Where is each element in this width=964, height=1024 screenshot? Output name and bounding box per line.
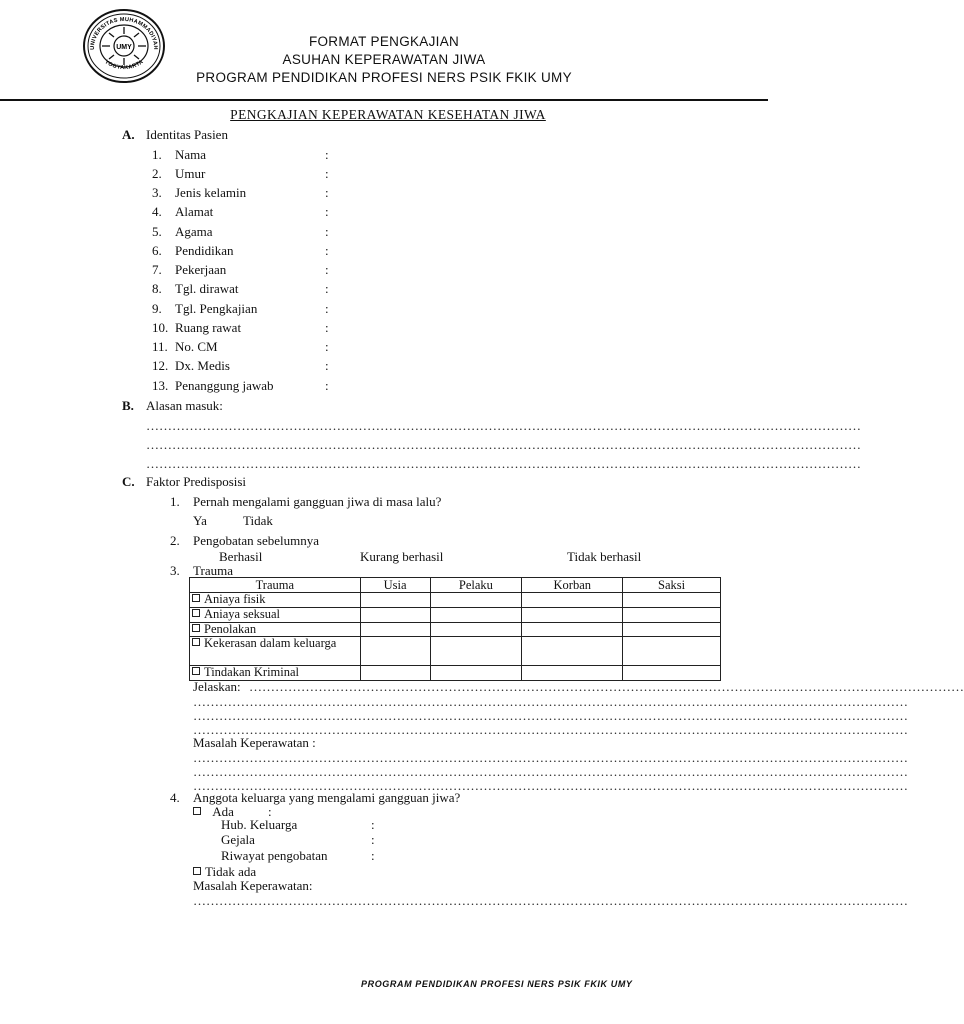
identity-item-number: 12. (152, 358, 169, 373)
q4-number: 4. (170, 790, 180, 805)
section-b-title: Alasan masuk: (146, 398, 223, 413)
trauma-type-cell (190, 608, 361, 623)
logo-text-bottom: YOGYAKARTA (103, 59, 145, 72)
trauma-table-row (190, 593, 721, 608)
identity-item-value-field[interactable]: : (325, 147, 329, 162)
trauma-table (189, 577, 721, 681)
q4-field-colon: : (371, 848, 375, 863)
checkbox-icon[interactable] (192, 594, 200, 602)
header-line-1: FORMAT PENGKAJIAN (308, 34, 460, 49)
identity-item-label: Nama (175, 147, 207, 162)
section-b-letter: B. (122, 398, 134, 413)
identity-item-number: 4. (152, 204, 162, 219)
identity-item-number: 9. (152, 301, 162, 316)
q1-number: 1. (170, 494, 180, 509)
identity-item-value-field[interactable]: : (325, 378, 329, 393)
trauma-input-cell[interactable] (430, 608, 522, 623)
identity-item-value-field[interactable]: : (325, 204, 329, 219)
trauma-input-cell[interactable] (430, 637, 522, 666)
trauma-table-row (190, 608, 721, 623)
dot-line[interactable]: ………………………………………………………………………………………………………………………………………………… (193, 764, 908, 779)
trauma-type-cell (190, 637, 361, 666)
q4-masalah-label: Masalah Keperawatan: (193, 878, 313, 893)
checkbox-icon[interactable] (192, 624, 200, 632)
trauma-header-cell: Korban (522, 578, 623, 593)
section-a-letter: A. (122, 127, 135, 142)
trauma-input-cell[interactable] (623, 637, 721, 666)
trauma-input-cell[interactable] (623, 608, 721, 623)
identity-item-label: Tgl. dirawat (175, 281, 239, 296)
q2-number: 2. (170, 533, 180, 548)
identity-item-number: 10. (152, 320, 169, 335)
identity-item-number: 6. (152, 243, 162, 258)
trauma-type-label: Tindakan Kriminal (204, 665, 300, 679)
identity-item-number: 1. (152, 147, 162, 162)
identity-item-label: Agama (175, 224, 213, 239)
trauma-type-cell (190, 623, 361, 637)
trauma-type-label: Aniaya fisik (204, 592, 266, 606)
identity-item-number: 8. (152, 281, 162, 296)
trauma-input-cell[interactable] (623, 593, 721, 608)
identity-item-value-field[interactable]: : (325, 185, 329, 200)
identity-item-label: Ruang rawat (175, 320, 242, 335)
identity-item-label: Alamat (175, 204, 214, 219)
q4-tidak-ada-label: Tidak ada (205, 864, 257, 879)
identity-item-value-field[interactable]: : (325, 243, 329, 258)
dot-line[interactable]: ………………………………………………………………………………………………………………………………………………… (193, 778, 908, 793)
section-a-title: Identitas Pasien (146, 127, 228, 142)
trauma-input-cell[interactable] (430, 593, 522, 608)
identity-item-number: 11. (152, 339, 168, 354)
trauma-input-cell[interactable] (522, 593, 623, 608)
q1-option-ya[interactable]: Ya (193, 513, 207, 528)
q4-ada-colon: : (268, 804, 272, 819)
q4-field-label: Riwayat pengobatan (221, 848, 328, 863)
dot-line[interactable]: ………………………………………………………………………………………………………………………………………………… (249, 679, 964, 694)
identity-item-label: Pekerjaan (175, 262, 227, 277)
trauma-header-cell: Saksi (623, 578, 721, 593)
checkbox-icon[interactable] (193, 867, 201, 875)
header-divider (0, 99, 768, 101)
identity-item-value-field[interactable]: : (325, 166, 329, 181)
q3-text: Trauma (193, 563, 233, 578)
trauma-type-label: Penolakan (204, 622, 257, 636)
jelaskan-label: Jelaskan: (193, 679, 241, 694)
identity-item-value-field[interactable]: : (325, 281, 329, 296)
identity-item-value-field[interactable]: : (325, 339, 329, 354)
q3-number: 3. (170, 563, 180, 578)
q4-ada-label: Ada (212, 804, 234, 819)
trauma-input-cell[interactable] (360, 637, 430, 666)
checkbox-icon[interactable] (192, 638, 200, 646)
identity-item-value-field[interactable]: : (325, 358, 329, 373)
trauma-input-cell[interactable] (360, 623, 430, 637)
q2-option-berhasil[interactable]: Berhasil (219, 549, 263, 564)
identity-item-number: 2. (152, 166, 162, 181)
dot-line[interactable]: ………………………………………………………………………………………………………………………………………………… (146, 456, 861, 471)
q1-text: Pernah mengalami gangguan jiwa di masa lalu? (193, 494, 442, 509)
logo-text-top: UNIVERSITAS MUHAMMADIYAH (89, 16, 159, 50)
identity-item-value-field[interactable]: : (325, 320, 329, 335)
identity-item-value-field[interactable]: : (325, 301, 329, 316)
identity-item-label: Tgl. Pengkajian (175, 301, 258, 316)
identity-item-label: Jenis kelamin (175, 185, 247, 200)
dot-line[interactable]: ………………………………………………………………………………………………………………………………………………… (146, 437, 861, 452)
dot-line[interactable]: ………………………………………………………………………………………………………………………………………………… (193, 694, 908, 709)
identity-item-label: Penanggung jawab (175, 378, 274, 393)
identity-item-number: 13. (152, 378, 169, 393)
trauma-input-cell[interactable] (522, 637, 623, 666)
q4-field-colon: : (371, 832, 375, 847)
q4-field-colon: : (371, 817, 375, 832)
q2-option-kurang-berhasil[interactable]: Kurang berhasil (360, 549, 444, 564)
section-c-letter: C. (122, 474, 135, 489)
identity-item-number: 7. (152, 262, 162, 277)
q2-text: Pengobatan sebelumnya (193, 533, 319, 548)
trauma-header-cell: Pelaku (430, 578, 522, 593)
checkbox-icon[interactable] (192, 667, 200, 675)
checkbox-icon[interactable] (192, 609, 200, 617)
trauma-input-cell[interactable] (430, 623, 522, 637)
q1-option-tidak[interactable]: Tidak (243, 513, 273, 528)
identity-item-label: No. CM (175, 339, 218, 354)
page-title: PENGKAJIAN KEPERAWATAN KESEHATAN JIWA (230, 107, 546, 122)
trauma-input-cell[interactable] (360, 593, 430, 608)
identity-item-value-field[interactable]: : (325, 262, 329, 277)
page-footer: PROGRAM PENDIDIKAN PROFESI NERS PSIK FKIK UMY (361, 979, 633, 989)
q3-masalah-label: Masalah Keperawatan : (193, 735, 316, 750)
section-c-title: Faktor Predisposisi (146, 474, 247, 489)
trauma-header-cell: Trauma (190, 578, 361, 593)
trauma-input-cell[interactable] (522, 608, 623, 623)
trauma-table-row (190, 623, 721, 637)
trauma-type-cell (190, 593, 361, 608)
trauma-table-header (190, 578, 721, 593)
identity-item-label: Pendidikan (175, 243, 234, 258)
trauma-input-cell[interactable] (522, 623, 623, 637)
identity-item-number: 3. (152, 185, 162, 200)
dot-line[interactable]: ………………………………………………………………………………………………………………………………………………… (193, 893, 908, 908)
dot-line[interactable]: ………………………………………………………………………………………………………………………………………………… (193, 722, 908, 737)
q4-text: Anggota keluarga yang mengalami gangguan jiwa? (193, 790, 461, 805)
identity-item-value-field[interactable]: : (325, 224, 329, 239)
header-line-3: PROGRAM PENDIDIKAN PROFESI NERS PSIK FKIK UMY (196, 70, 572, 85)
trauma-type-label: Kekerasan dalam keluarga (204, 636, 337, 650)
identity-item-number: 5. (152, 224, 162, 239)
trauma-input-cell[interactable] (623, 623, 721, 637)
trauma-type-label: Aniaya seksual (204, 607, 281, 621)
q4-field-label: Gejala (221, 832, 255, 847)
trauma-input-cell[interactable] (360, 608, 430, 623)
q2-option-tidak-berhasil[interactable]: Tidak berhasil (567, 549, 642, 564)
trauma-header-cell: Usia (360, 578, 430, 593)
identity-item-label: Dx. Medis (175, 358, 230, 373)
dot-line[interactable]: ………………………………………………………………………………………………………………………………………………… (193, 750, 908, 765)
q4-field-label: Hub. Keluarga (221, 817, 298, 832)
header-line-2: ASUHAN KEPERAWATAN JIWA (282, 52, 486, 67)
dot-line[interactable]: ………………………………………………………………………………………………………………………………………………… (146, 418, 861, 433)
identity-item-label: Umur (175, 166, 206, 181)
trauma-table-row (190, 637, 721, 666)
dot-line[interactable]: ………………………………………………………………………………………………………………………………………………… (193, 708, 908, 723)
logo-center-text: UMY (116, 44, 132, 51)
checkbox-icon[interactable] (193, 807, 201, 815)
